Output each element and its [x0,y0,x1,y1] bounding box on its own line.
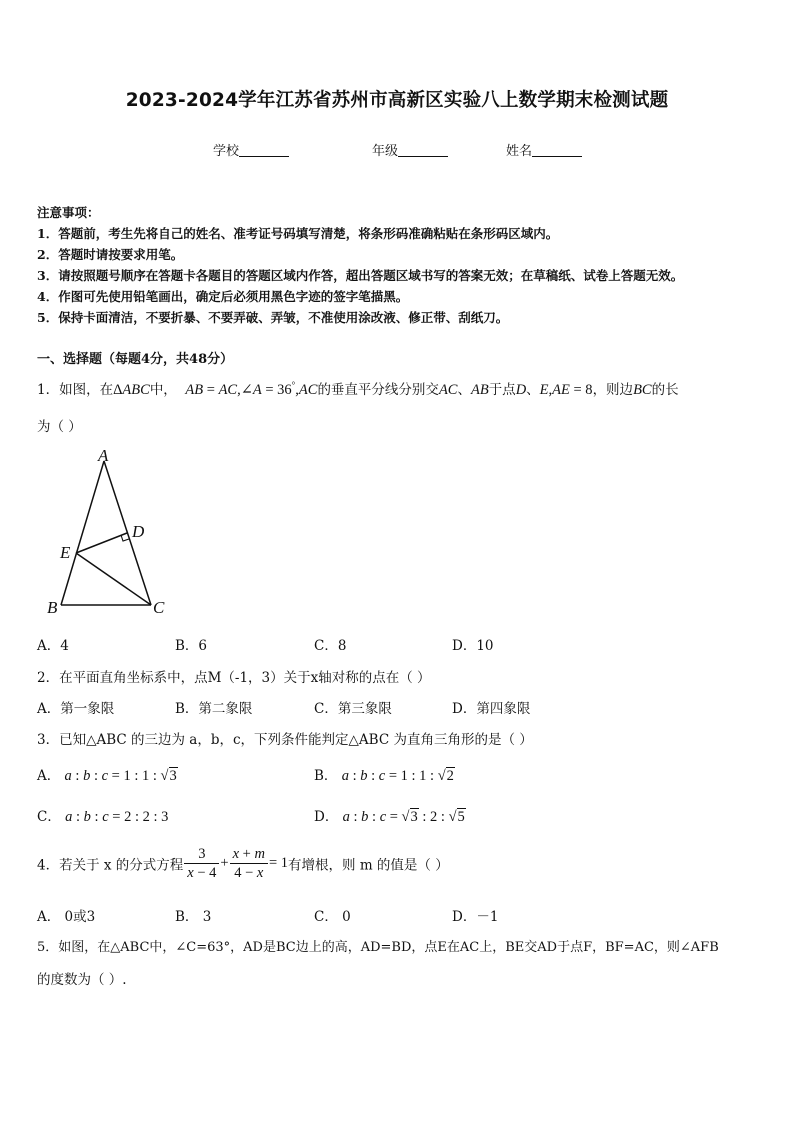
exam-title: 2023-2024学年江苏省苏州市高新区实验八上数学期末检测试题 [125,90,669,111]
segment-ab [61,461,104,605]
q1-option-c: C．8 [314,638,347,654]
q4-option-a: A． 0或3 [37,909,96,925]
segment-ec [76,553,151,605]
q4-option-d: D．－1 [452,909,499,925]
school-label: 学校 [213,144,240,159]
q4-option-c: C． 0 [314,909,351,925]
label-b: B [47,598,58,617]
q5-line2: 的度数为（ ）. [37,972,127,988]
q2-option-a: A．第一象限 [37,701,115,717]
q3-option-b: B． a : b : c = 1 : 1 : √2 [314,768,454,784]
q2-option-c: C．第三象限 [314,701,392,717]
name-field [506,140,582,159]
notes-heading: 注意事项： [37,205,100,220]
q2-option-d: D．第四象限 [452,701,531,717]
note-item: 4．作图可先使用铅笔画出，确定后必须用黑色字迹的签字笔描黑。 [37,289,409,304]
note-item: 3．请按照题号顺序在答题卡各题目的答题区域内作答，超出答题区域书写的答案无效；在草稿纸、试卷上答题无效。 [37,268,684,283]
fraction-1: $\frac{3}{x - 4}$ [184,845,219,882]
q3-option-c: C． a : b : c = 2 : 2 : 3 [37,809,169,825]
q3-option-d: D． a : b : c = √3 : 2 : √5 [314,809,465,825]
name-label: 姓名 [506,144,533,159]
q1-line1: 1．如图，在ΔABC中， AB = AC,∠A = 36°,AC的垂直平分线分别交AC、AB于点D、E,AE = 8，则边BC的长 [37,380,679,398]
label-a: A [98,446,109,465]
q1-figure [40,443,180,618]
label-e: E [60,543,71,562]
q4-stem: 4．若关于 x 的分式方程 $\frac{3}{x - 4}$ + $\frac{x + m}{4 - x}$ = 1有增根，则 m 的值是（ ） [37,846,449,881]
note-item: 5．保持卡面清洁，不要折暴、不要弄破、弄皱，不准使用涂改液、修正带、刮纸刀。 [37,310,509,325]
note-item: 2．答题时请按要求用笔。 [37,247,184,262]
q2-stem: 2．在平面直角坐标系中，点M（-1，3）关于x轴对称的点在（ ） [37,670,431,686]
label-d: D [132,522,145,541]
fraction-2: $\frac{x + m}{4 - x}$ [230,845,268,882]
grade-blank [398,142,448,157]
school-field [213,140,289,159]
q2-option-b: B．第二象限 [175,701,253,717]
q1-option-b: B．6 [175,638,208,654]
grade-label: 年级 [372,144,399,159]
note-item: 1．答题前，考生先将自己的姓名、准考证号码填写清楚，将条形码准确粘贴在条形码区域内。 [37,226,559,241]
name-blank [532,142,582,157]
segment-ed [76,533,127,553]
q1-line2: 为（ ） [37,419,82,435]
label-c: C [153,598,165,617]
q3-option-a: A． a : b : c = 1 : 1 : √3 [37,768,177,784]
q3-stem: 3．已知△ABC 的三边为 a，b，c，下列条件能判定△ABC 为直角三角形的是（ ） [37,732,533,748]
section-title: 一、选择题（每题4分，共48分） [37,352,234,367]
q1-option-d: D．10 [452,638,494,654]
q5-line1: 5．如图，在△ABC中，∠C=63°，AD是BC边上的高，AD=BD，点E在AC上，BE交AD于点F，BF=AC，则∠AFB [37,940,719,955]
q4-option-b: B． 3 [175,909,212,925]
grade-field [372,140,448,159]
school-blank [239,142,289,157]
q1-option-a: A．4 [37,638,69,654]
